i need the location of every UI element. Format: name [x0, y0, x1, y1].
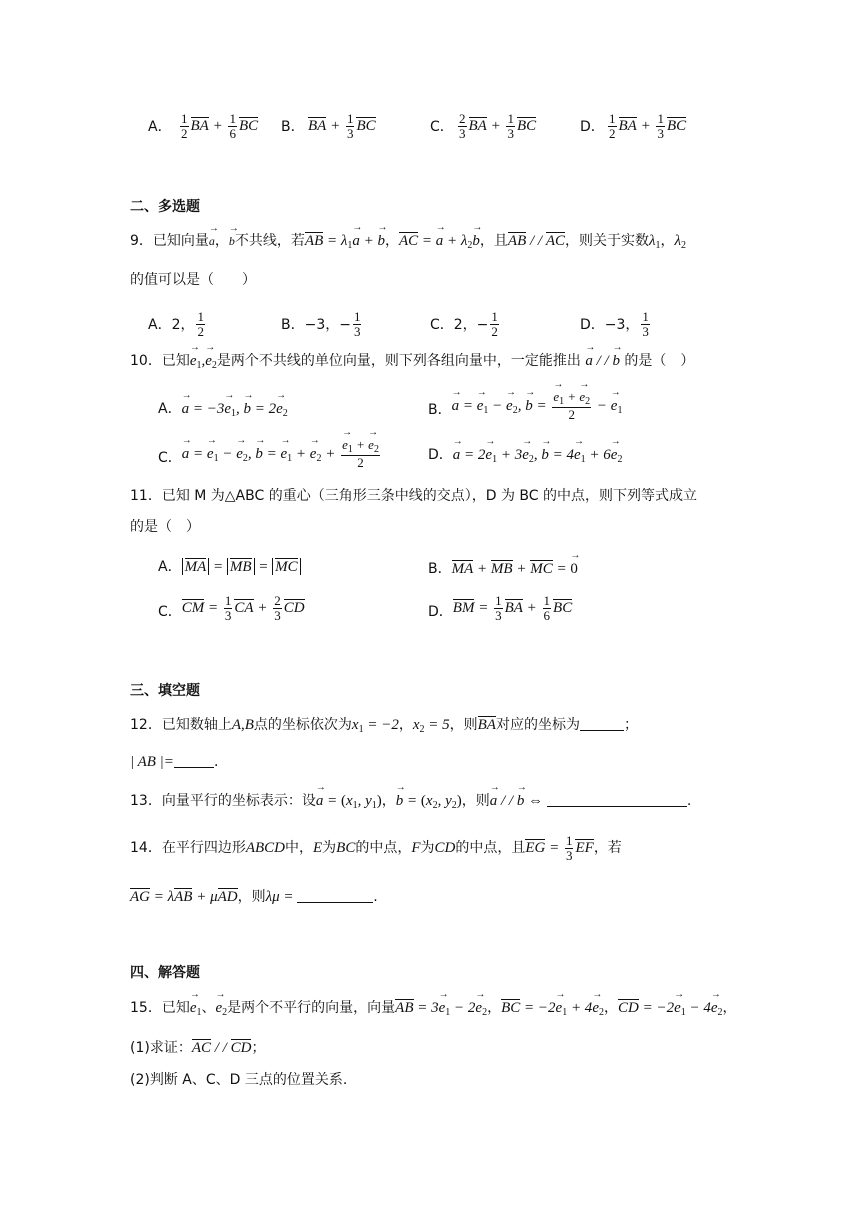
q14-line2: AG = λAB + μAD，则λμ = .	[130, 889, 378, 905]
q8-option-b-label: B．	[281, 119, 305, 135]
q11-option-c: C．CM = $\frac{1}{3}$ CA + $\frac{2}{3}$ CD	[158, 593, 305, 624]
section-heading-multiple-choice: 二、多选题	[130, 199, 200, 215]
q8-option-c-expr: $\frac{2}{3}$ BA + $\frac{1}{3}$ BC	[459, 111, 537, 142]
q10-stem: 10．已知→ $e_1,\to e_2$是两个不共线的单位向量，则下列各组向量中，一定能推出 → a / / → b 的是（ ）	[130, 354, 694, 371]
q8-option-a-expr: $\frac{1}{2}$ BA + $\frac{1}{6}$ BC	[181, 111, 259, 142]
q15-part2: (2)判断 A、C、D 三点的位置关系.	[130, 1072, 348, 1088]
q10-option-b: B．→ a = → $e_1$ − → $e_2$, → b = → $\frac{e_1 + \to e_2}{2}$ − → $e_1$	[428, 390, 622, 422]
q9-stem-line2: 的值可以是（ ）	[130, 272, 256, 288]
q12-answer-blank-1[interactable]	[580, 730, 624, 731]
q12-line1: 12．已知数轴上A,B点的坐标依次为$x_1 = -2$，$x_2 = 5$，则BA对应的坐标为 ；	[130, 717, 638, 735]
q12-line2: | AB |= .	[130, 754, 219, 770]
q13-line: 13．向量平行的坐标表示：设→ $a = (x_1$, $y_1$)，→ $b = (x_2$, $y_2$)，则→ a / / → b ⇔ .	[130, 794, 691, 811]
q14-line1: 14．在平行四边形ABCD中，E为BC的中点，F为CD的中点，且EG = $\frac{1}{3}$ EF，若	[130, 833, 622, 864]
q8-option-d-label: D．	[580, 119, 605, 135]
q9-option-d: D．−3，	[580, 316, 640, 333]
q14-answer-blank[interactable]	[297, 902, 373, 903]
q12-answer-blank-2[interactable]	[174, 767, 214, 768]
section-heading-fill-in: 三、填空题	[130, 683, 200, 699]
q8-option-c-label: C．	[430, 119, 454, 135]
q9-stem-line1: 9．已知向量→ a，→ b不共线，若AB = $\lambda_1\to a$ + → b，AC = → $a + \lambda_2\to b$，且AB / / AC，则关于实数$\lambda_1$，$\lambda_2$	[130, 232, 686, 251]
q11-option-b: B．MA + MB + MC = → 0	[428, 560, 578, 577]
q11-stem-line2: 的是（ ）	[130, 519, 200, 535]
q8-option-a-label: A．	[148, 119, 172, 135]
q10-option-d: D．→ $a = 2\to e_1 + 3\to e_2$, → $b = 4\to e_1 + 6\to e_2$	[428, 448, 622, 465]
q11-option-d: D．BM = $\frac{1}{3}$ BA + $\frac{1}{6}$ BC	[428, 593, 573, 624]
q8-option-d-expr: $\frac{1}{2}$ BA + $\frac{1}{3}$ BC	[609, 111, 687, 142]
q15-line1: 15．已知→ $e_1$、→ $e_2$是两个不平行的向量，向量AB = $3\to e_1 - 2\to e_2$，BC = $-2\to e_1 + 4\to e_2$，CD = $-2\to e_1 - 4\to e_2$，	[130, 999, 737, 1018]
section-heading-solutions: 四、解答题	[130, 965, 200, 981]
q11-stem-line1: 11．已知 M 为△ABC 的重心（三角形三条中线的交点），D 为 BC 的中点，则下列等式成立	[130, 488, 697, 504]
q15-part1: (1)求证：AC / / CD；	[130, 1040, 266, 1056]
q10-option-c: C．→ a = → $e_1$ − → $e_2$, → b = → $e_1$ + → $e_2$ + → $\frac{e_1 + \to e_2}{2}$	[158, 438, 382, 470]
q8-option-b-expr: BA + $\frac{1}{3}$ BC	[308, 111, 376, 142]
q10-option-a: A．→ $a = -3\to e_1$, → $b = 2\to e_2$	[158, 402, 288, 419]
q9-options-row: A．2， $\frac{1}{2}$ B．−3，− $\frac{1}{3}$ C．2，− $\frac{1}{2}$ D．−3， $\frac{1}{3}$	[148, 309, 649, 340]
q9-option-b: B．−3，−	[281, 316, 351, 333]
q13-answer-blank[interactable]	[547, 806, 687, 807]
q9-option-c: C．2，−	[430, 316, 489, 333]
q9-option-a: A．2，	[148, 316, 195, 333]
q11-option-a: A． MA = MB = MC	[158, 558, 301, 575]
